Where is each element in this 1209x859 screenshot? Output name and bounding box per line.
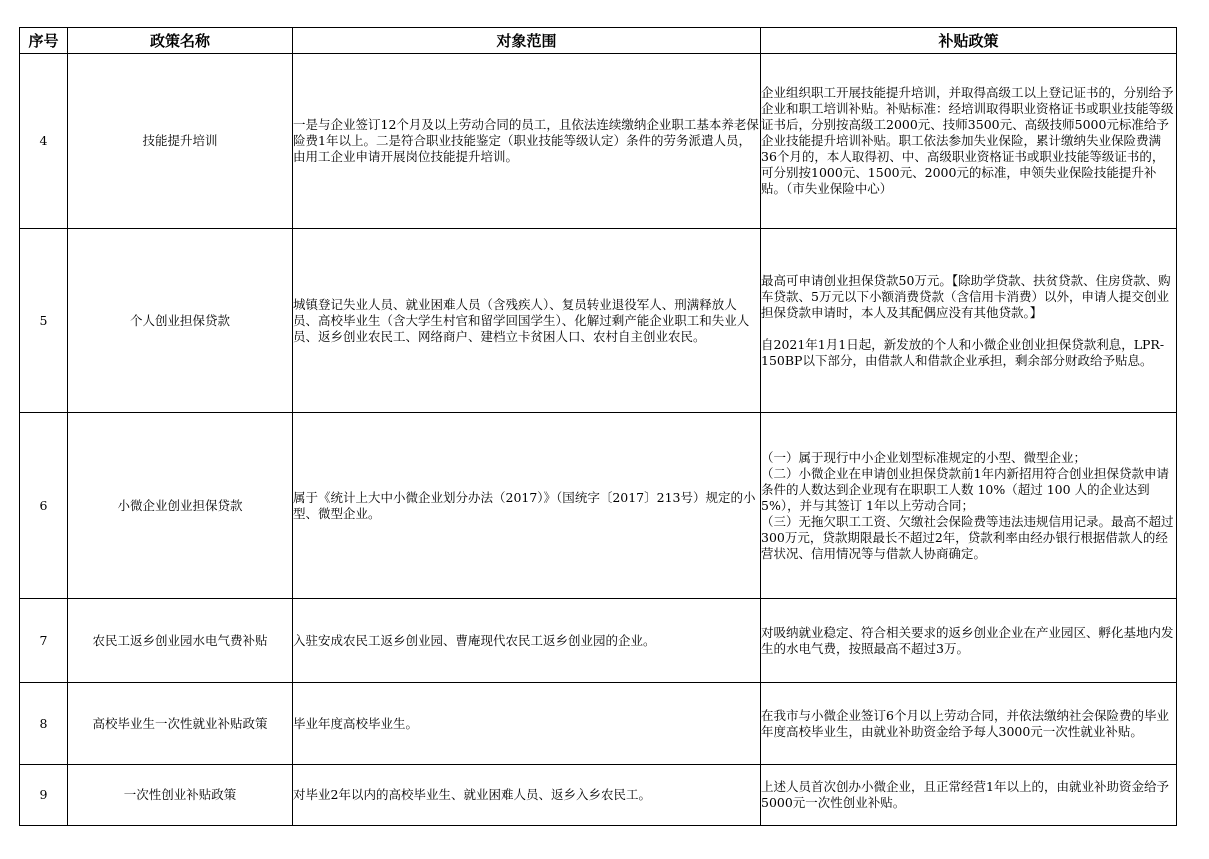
subsidy-paragraph: 企业组织职工开展技能提升培训，并取得高级工以上登记证书的，分别给予企业和职工培训补贴。补贴标准：经培训取得职业资格证书或职业技能等级证书后，分别按高级工2000元、技师3500元、高级技师5000元标准给予企业技能提升培训补贴。职工依法参加失业保险，累计缴纳失业保险费满36个月的，本人取得初、中、高级职业资格证书或职业技能等级证书的，可分别按1000元、1500元、2000元的标准，申领失业保险技能提升补贴。（市失业保险中心） — [761, 85, 1174, 196]
table-row — [20, 229, 1177, 413]
target-scope: 毕业年度高校毕业生。 — [293, 683, 761, 765]
table-row — [20, 413, 1177, 599]
policy-table — [19, 27, 1177, 826]
target-scope: 属于《统计上大中小微企业划分办法（2017）》（国统字〔2017〕213号）规定的小型、微型企业。 — [293, 413, 761, 599]
policy-name: 个人创业担保贷款 — [68, 229, 293, 413]
row-number: 4 — [20, 54, 68, 229]
subsidy-policy — [761, 413, 1177, 599]
target-scope: 对毕业2年以内的高校毕业生、就业困难人员、返乡入乡农民工。 — [293, 765, 761, 826]
policy-name: 农民工返乡创业园水电气费补贴 — [68, 599, 293, 683]
subsidy-paragraph: 在我市与小微企业签订6个月以上劳动合同，并依法缴纳社会保险费的毕业年度高校毕业生，由就业补助资金给予每人3000元一次性就业补贴。 — [761, 707, 1169, 739]
row-number: 6 — [20, 413, 68, 599]
subsidy-paragraph: （三）无拖欠职工工资、欠缴社会保险费等违法违规信用记录。最高不超过300万元，贷款期限最长不超过2年，贷款利率由经办银行根据借款人的经营状况、信用情况等与借款人协商确定。 — [761, 513, 1174, 561]
header-no: 序号 — [20, 28, 68, 54]
table-row — [20, 54, 1177, 229]
target-scope: 一是与企业签订12个月及以上劳动合同的员工，且依法连续缴纳企业职工基本养老保险费1年以上。二是符合职业技能鉴定（职业技能等级认定）条件的劳务派遣人员，由用工企业申请开展岗位技能提升培训。 — [293, 54, 761, 229]
subsidy-policy — [761, 599, 1177, 683]
subsidy-paragraph: （二）小微企业在申请创业担保贷款前1年内新招用符合创业担保贷款申请条件的人数达到企业现有在职职工人数 10%（超过 100 人的企业达到5%），并与其签订 1年以上劳动合同； — [761, 465, 1169, 513]
policy-name: 高校毕业生一次性就业补贴政策 — [68, 683, 293, 765]
row-number: 8 — [20, 683, 68, 765]
table-row — [20, 683, 1177, 765]
row-number: 5 — [20, 229, 68, 413]
policy-name: 一次性创业补贴政策 — [68, 765, 293, 826]
header-name: 政策名称 — [68, 28, 293, 54]
subsidy-policy — [761, 765, 1177, 826]
table-header-row — [20, 28, 1177, 54]
header-scope: 对象范围 — [293, 28, 761, 54]
table-row — [20, 599, 1177, 683]
row-number: 9 — [20, 765, 68, 826]
policy-name: 小微企业创业担保贷款 — [68, 413, 293, 599]
target-scope: 城镇登记失业人员、就业困难人员（含残疾人）、复员转业退役军人、刑满释放人员、高校毕业生（含大学生村官和留学回国学生）、化解过剩产能企业职工和失业人员、返乡创业农民工、网络商户、建档立卡贫困人口、农村自主创业农民。 — [293, 229, 761, 413]
table-row — [20, 765, 1177, 826]
policy-name: 技能提升培训 — [68, 54, 293, 229]
subsidy-paragraph: 对吸纳就业稳定、符合相关要求的返乡创业企业在产业园区、孵化基地内发生的水电气费，按照最高不超过3万。 — [761, 624, 1174, 656]
row-number: 7 — [20, 599, 68, 683]
subsidy-policy — [761, 683, 1177, 765]
subsidy-policy — [761, 229, 1177, 413]
target-scope: 入驻安成农民工返乡创业园、曹庵现代农民工返乡创业园的企业。 — [293, 599, 761, 683]
subsidy-paragraph: 最高可申请创业担保贷款50万元。【除助学贷款、扶贫贷款、住房贷款、购车贷款、5万元以下小额消费贷款（含信用卡消费）以外，申请人提交创业担保贷款申请时，本人及其配偶应没有其他贷款。】 — [761, 272, 1171, 320]
subsidy-policy — [761, 54, 1177, 229]
subsidy-paragraph: 上述人员首次创办小微企业，且正常经营1年以上的，由就业补助资金给予5000元一次性创业补贴。 — [761, 779, 1169, 810]
subsidy-paragraph: 自2021年1月1日起，新发放的个人和小微企业创业担保贷款利息，LPR-150BP以下部分，由借款人和借款企业承担，剩余部分财政给予贴息。 — [761, 336, 1165, 368]
subsidy-paragraph: （一）属于现行中小企业划型标准规定的小型、微型企业； — [761, 449, 1087, 465]
header-subsidy: 补贴政策 — [761, 28, 1177, 54]
